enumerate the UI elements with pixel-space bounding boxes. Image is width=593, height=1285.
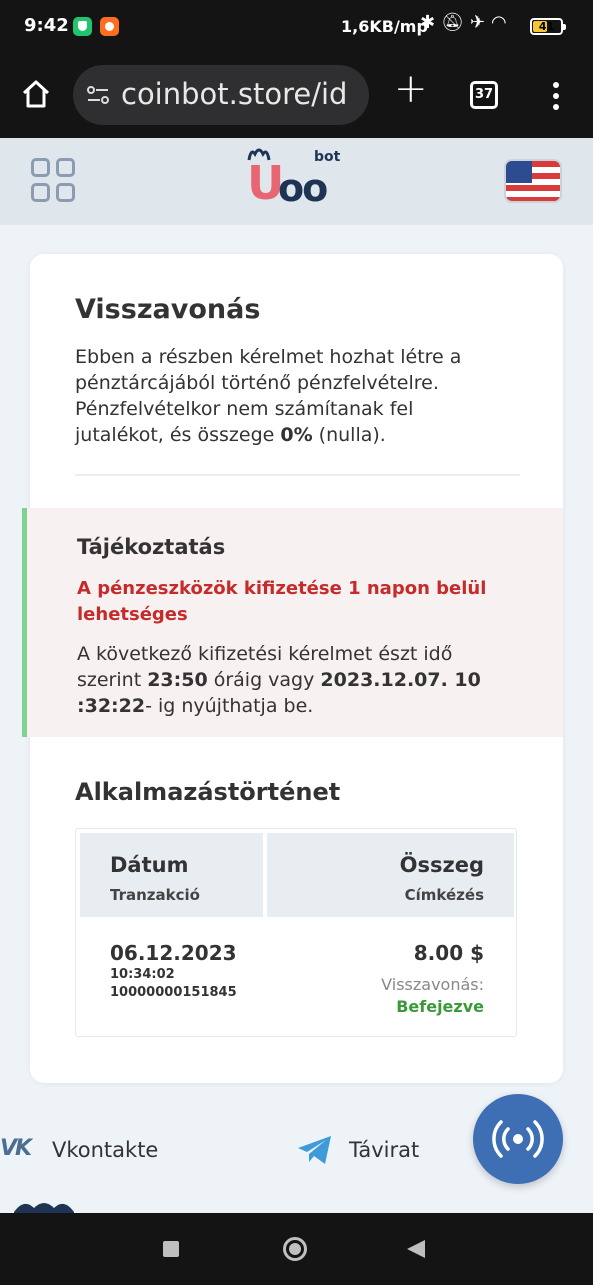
broadcast-icon [473, 1094, 563, 1184]
status-time: 9:42 [24, 15, 69, 36]
site-settings-icon[interactable] [86, 85, 110, 105]
address-bar[interactable] [73, 65, 369, 125]
us-flag-language-icon[interactable] [504, 159, 562, 203]
vpn-app-icon [73, 17, 92, 36]
row-date: 06.12.2023 [110, 941, 237, 965]
browser-toolbar [0, 52, 593, 138]
mute-notifications-icon: 🔕︎ [441, 12, 470, 33]
payout-warning: A pénzeszközök kifizetése 1 napon belül lehetséges [77, 578, 487, 625]
column-amount: Összeg [399, 853, 484, 877]
column-labeling: Címkézés [404, 886, 484, 904]
next-request-info: A következő kifizetési kérelmet észt idő szerint 23:50 óráig vagy 2023.12.07. 10 :32:22- ig nyújthatja be. [77, 643, 481, 717]
live-broadcast-button[interactable] [473, 1094, 563, 1184]
history-table [75, 828, 517, 1037]
url-text[interactable]: coinbot.store/id [121, 77, 348, 111]
tab-switcher-button[interactable]: 37 [470, 81, 498, 109]
site-logo[interactable] [247, 144, 347, 210]
more-menu-icon[interactable] [550, 82, 562, 112]
vkontakte-label: Vkontakte [52, 1138, 159, 1162]
recent-apps-button[interactable] [163, 1241, 179, 1257]
logo-oo: oo [278, 166, 327, 210]
next-time: 23:50 [147, 669, 208, 691]
withdraw-description: Ebben a részben kérelmet hozhat létre a pénztárcájából történő pénzfelvételre. Pénzfelvételkor nem számítanak fel jutalékot, és összege 0% (nulla). [75, 346, 462, 446]
row-label: Visszavonás: [381, 975, 484, 994]
system-nav-bar [0, 1213, 593, 1285]
row-status: Befejezve [396, 997, 484, 1016]
logo-bot: bot [314, 149, 341, 165]
divider [75, 474, 520, 476]
info-box [22, 508, 563, 737]
page-title: Visszavonás [75, 294, 261, 325]
site-header [0, 138, 593, 225]
telegram-icon [296, 1134, 334, 1166]
column-date: Dátum [110, 853, 189, 877]
app-notification-icon [100, 17, 119, 36]
footer-logo-peek [14, 1198, 74, 1213]
back-nav-button[interactable] [407, 1240, 425, 1258]
row-time: 10:34:02 [110, 967, 175, 982]
logo-letter: U [247, 156, 285, 210]
airplane-icon: ✈ [469, 12, 492, 33]
network-speed: 1,6KB/mp [341, 17, 428, 36]
battery-level: 41 [538, 20, 555, 33]
commission-value: 0% [280, 424, 313, 446]
status-icons [420, 12, 513, 33]
home-nav-button[interactable] [283, 1237, 307, 1261]
history-title: Alkalmazástörténet [75, 778, 341, 806]
next-datetime: 2023.12.07. 10 :32:22 [77, 669, 481, 717]
column-transaction: Tranzakció [110, 886, 200, 904]
wifi-icon: ◠ [491, 12, 513, 33]
home-icon[interactable] [20, 78, 52, 110]
new-tab-icon[interactable]: + [394, 66, 428, 112]
withdraw-card [30, 254, 563, 1083]
battery-icon [530, 18, 563, 35]
info-title: Tájékoztatás [77, 535, 226, 559]
table-header-date [80, 833, 263, 917]
web-page [0, 138, 593, 1213]
row-transaction-id: 10000000151845 [110, 985, 237, 1000]
bluetooth-icon: ✱ [420, 12, 442, 33]
status-bar [0, 0, 593, 52]
telegram-label: Távirat [349, 1138, 420, 1162]
vk-icon: VK [0, 1136, 31, 1161]
row-amount: 8.00 $ [413, 941, 484, 965]
table-header-amount [267, 833, 514, 917]
menu-grid-icon[interactable] [31, 158, 77, 204]
